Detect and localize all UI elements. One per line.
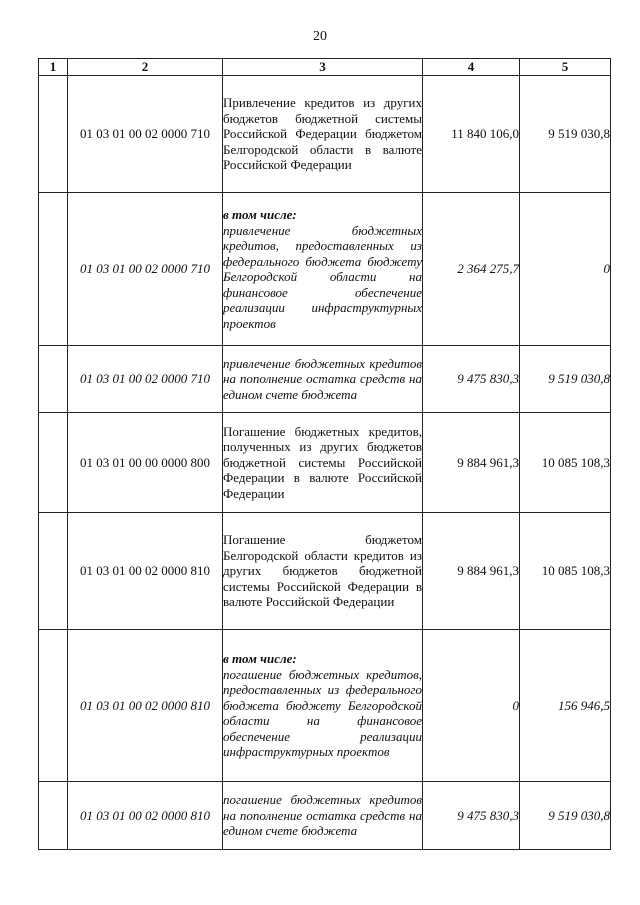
budget-table <box>38 58 611 850</box>
budget-code: 01 03 01 00 02 0000 810 <box>68 782 223 850</box>
description-text: привлечение бюджетных кредитов, предоставленных из федерального бюджета бюджету Белгородской области на финансовое обеспечение реализации инфраструктурных проектов <box>223 222 422 331</box>
row-description <box>223 193 423 346</box>
description-text: привлечение бюджетных кредитов на пополнение остатка средств на едином счете бюджета <box>223 355 422 402</box>
row-number-cell <box>39 346 68 413</box>
header-col-4: 4 <box>423 59 520 76</box>
row-number-cell <box>39 630 68 782</box>
row-description <box>223 782 423 850</box>
amount-col4: 9 884 961,3 <box>423 413 520 513</box>
page-number: 20 <box>313 29 327 44</box>
row-number-cell <box>39 193 68 346</box>
header-col-3: 3 <box>223 59 423 76</box>
description-lead: в том числе: <box>223 651 297 667</box>
budget-code: 01 03 01 00 02 0000 810 <box>68 630 223 782</box>
description-text: Погашение бюджетом Белгородской области кредитов из других бюджетов бюджетной системы Российской Федерации в валюте Российской Федерации <box>223 532 422 610</box>
row-number-cell <box>39 76 68 193</box>
row-number-cell <box>39 782 68 850</box>
header-col-1: 1 <box>39 59 68 76</box>
row-number-cell <box>39 513 68 630</box>
description-text: Погашение бюджетных кредитов, полученных из других бюджетов бюджетной системы Российской Федерации в валюте Российской Федерации <box>223 423 422 501</box>
header-col-5: 5 <box>520 59 611 76</box>
table-row <box>39 630 611 782</box>
table-row <box>39 346 611 413</box>
budget-code: 01 03 01 00 00 0000 800 <box>68 413 223 513</box>
table-header-row <box>39 59 611 76</box>
row-description <box>223 346 423 413</box>
amount-col4: 9 884 961,3 <box>423 513 520 630</box>
row-description <box>223 76 423 193</box>
amount-col4: 9 475 830,3 <box>423 782 520 850</box>
budget-code: 01 03 01 00 02 0000 710 <box>68 76 223 193</box>
amount-col4: 9 475 830,3 <box>423 346 520 413</box>
table-row <box>39 782 611 850</box>
amount-col5: 156 946,5 <box>520 630 611 782</box>
table-row <box>39 413 611 513</box>
amount-col5: 9 519 030,8 <box>520 76 611 193</box>
description-text: погашение бюджетных кредитов на пополнение остатка средств на едином счете бюджета <box>223 792 422 839</box>
row-description <box>223 413 423 513</box>
amount-col5: 0 <box>520 193 611 346</box>
table-row <box>39 513 611 630</box>
amount-col4: 11 840 106,0 <box>423 76 520 193</box>
table-row <box>39 193 611 346</box>
budget-code: 01 03 01 00 02 0000 710 <box>68 193 223 346</box>
description-text: Привлечение кредитов из других бюджетов бюджетной системы Российской Федерации бюджетом Белгородской области в валюте Российской Федерации <box>223 95 422 173</box>
amount-col5: 9 519 030,8 <box>520 782 611 850</box>
budget-code: 01 03 01 00 02 0000 810 <box>68 513 223 630</box>
budget-code: 01 03 01 00 02 0000 710 <box>68 346 223 413</box>
amount-col5: 10 085 108,3 <box>520 413 611 513</box>
description-lead: в том числе: <box>223 207 297 222</box>
amount-col5: 9 519 030,8 <box>520 346 611 413</box>
description-text: погашение бюджетных кредитов, предоставленных из федерального бюджета бюджету Белгородской области на финансовое обеспечение реализации инфраструктурных проектов <box>223 666 422 760</box>
amount-col4: 0 <box>423 630 520 782</box>
row-description <box>223 630 423 782</box>
table-row <box>39 76 611 193</box>
row-description <box>223 513 423 630</box>
amount-col4: 2 364 275,7 <box>423 193 520 346</box>
header-col-2: 2 <box>68 59 223 76</box>
row-number-cell <box>39 413 68 513</box>
amount-col5: 10 085 108,3 <box>520 513 611 630</box>
